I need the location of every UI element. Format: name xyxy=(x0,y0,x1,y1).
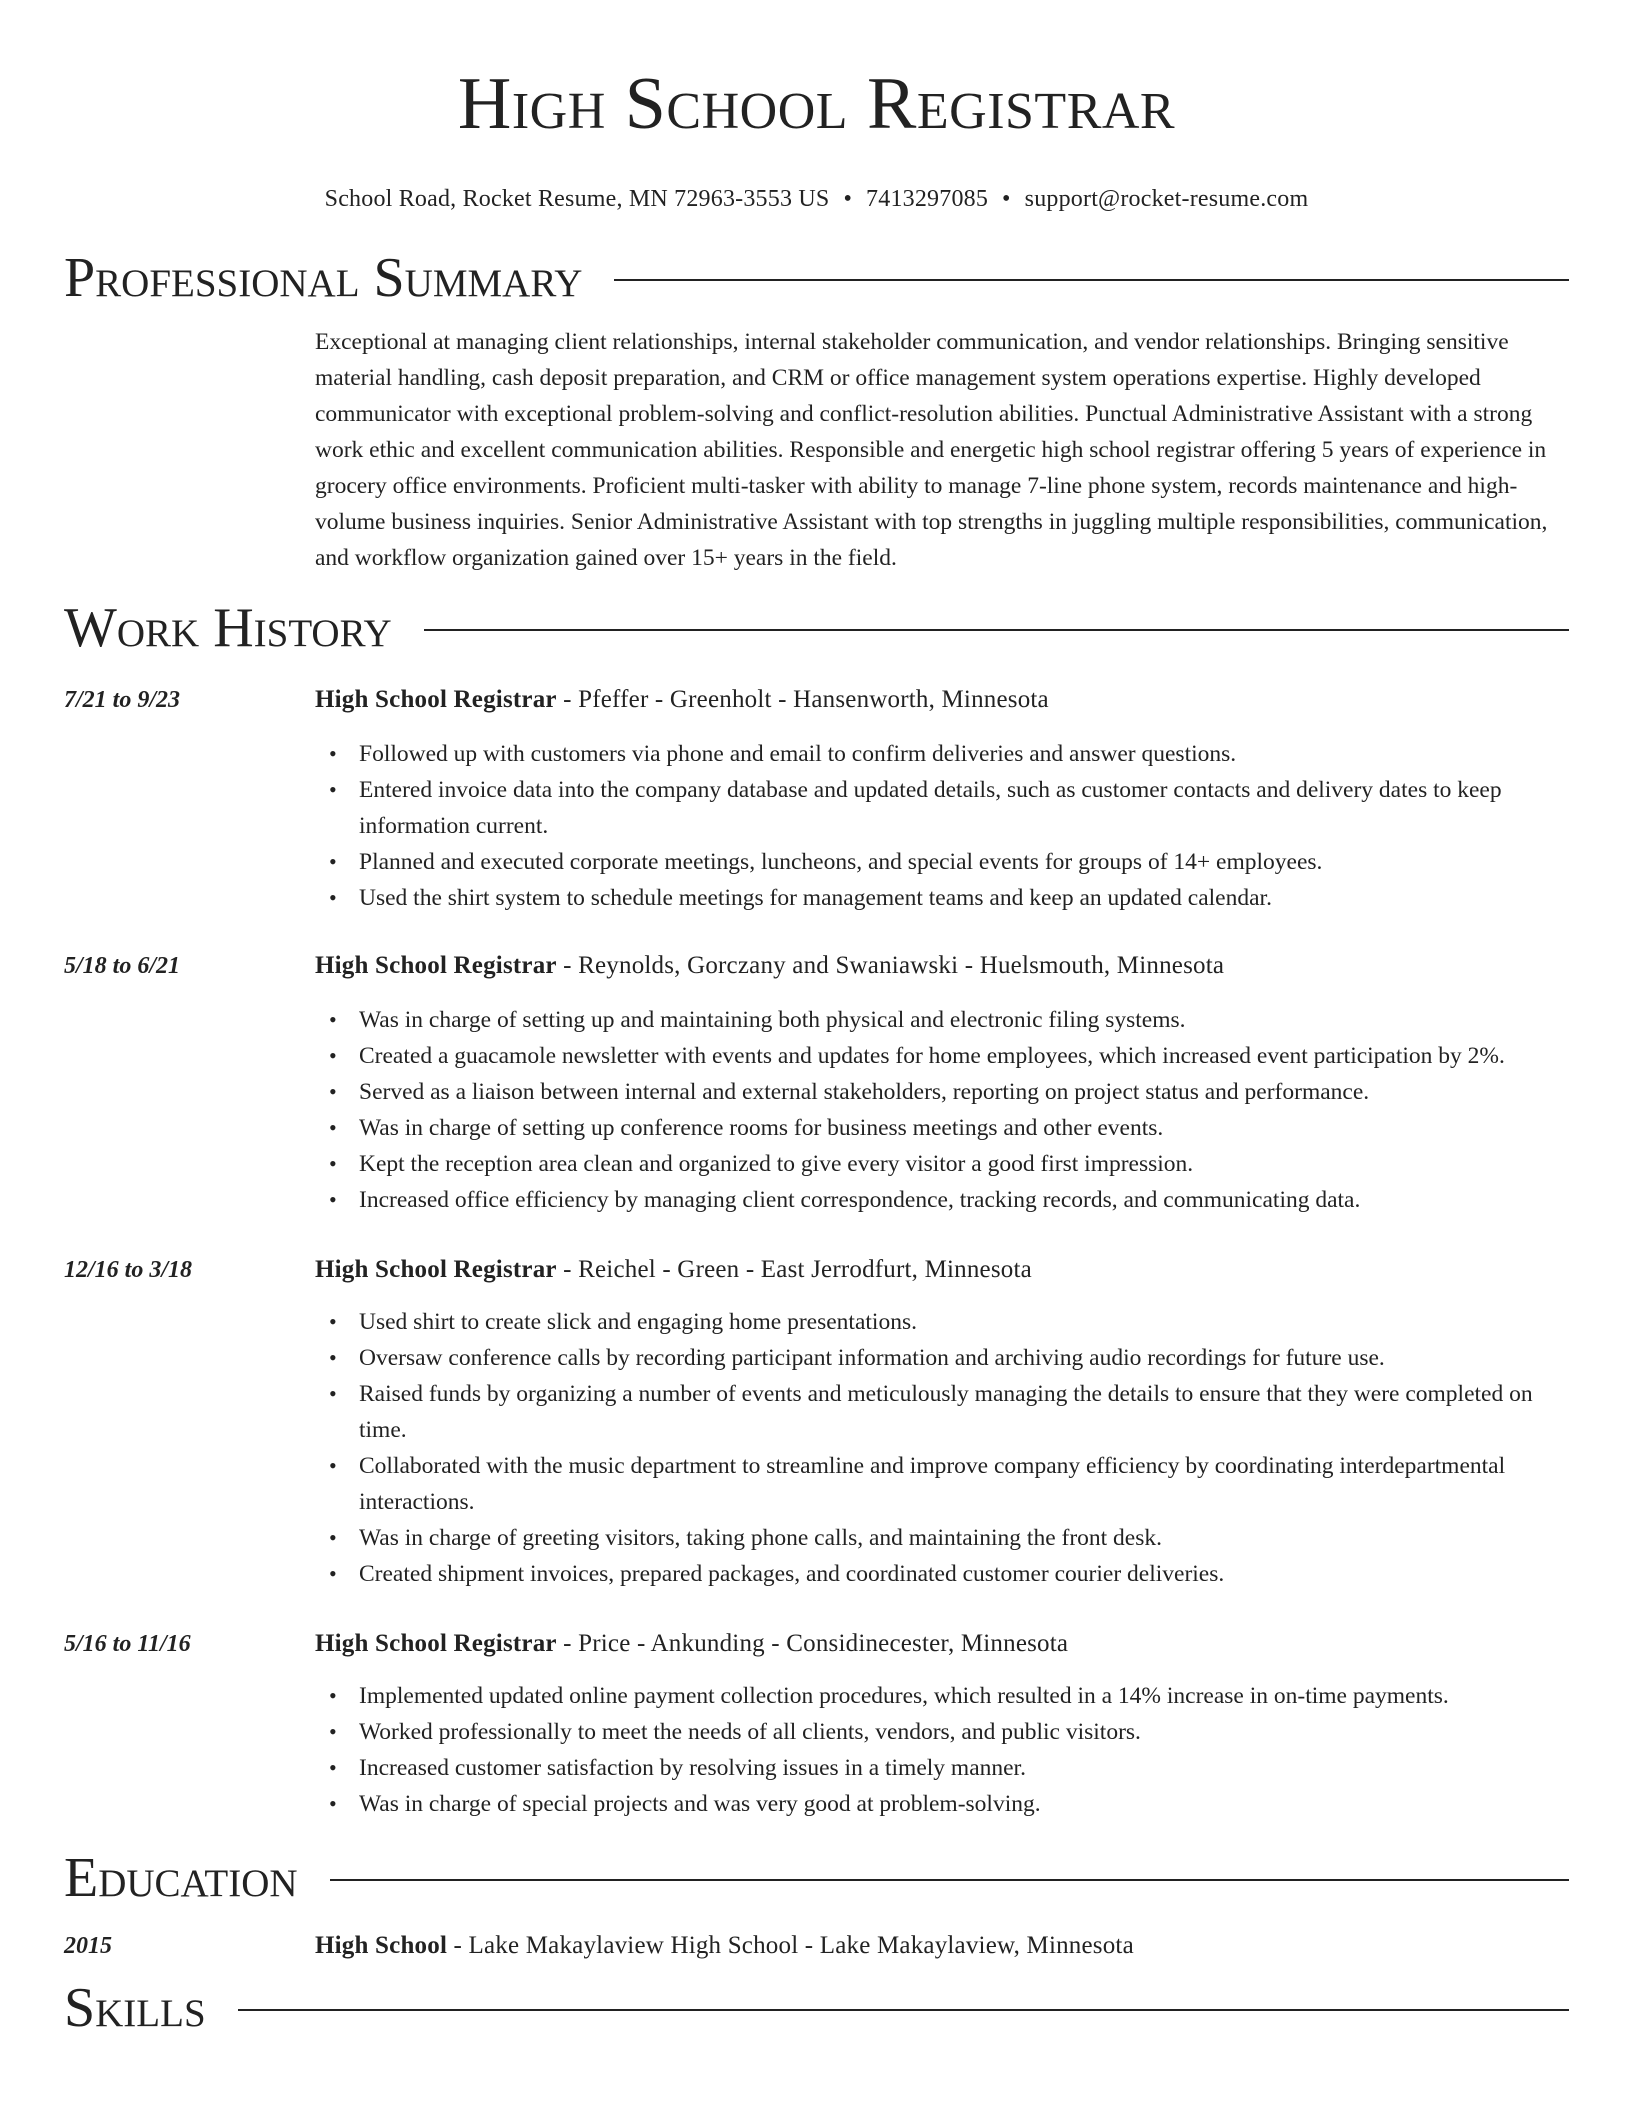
job-employer: - Reynolds, Gorczany and Swaniawski - Huelsmouth, Minnesota xyxy=(556,952,1225,979)
education-body xyxy=(315,1928,1569,1964)
job-bullets xyxy=(315,1002,1569,1218)
job-heading xyxy=(315,1252,1569,1288)
contact-separator: • xyxy=(1002,186,1011,212)
job-bullets xyxy=(315,1678,1569,1822)
job-bullet: • Collaborated with the music department to streamline and improve company efficiency by coordinating interdepartmental interactions. xyxy=(359,1448,1569,1520)
job-body xyxy=(315,682,1569,916)
job-bullet: • Was in charge of setting up conference rooms for business meetings and other events. xyxy=(359,1110,1569,1146)
job-bullet: • Was in charge of greeting visitors, taking phone calls, and maintaining the front desk. xyxy=(359,1520,1569,1556)
job-bullet: • Implemented updated online payment collection procedures, which resulted in a 14% increase in on-time payments. xyxy=(359,1678,1569,1714)
job-bullet: • Used shirt to create slick and engaging home presentations. xyxy=(359,1304,1569,1340)
job-dates: 7/21 to 9/23 xyxy=(64,687,181,713)
section-divider xyxy=(424,629,1569,631)
job-heading xyxy=(315,682,1569,718)
job-employer: - Price - Ankunding - Considinecester, Minnesota xyxy=(556,1630,1069,1657)
work-section-header xyxy=(64,596,1569,660)
job-role: High School Registrar xyxy=(315,952,557,979)
section-divider xyxy=(330,1879,1569,1881)
summary-section-title: Professional Summary xyxy=(64,247,583,309)
job-bullet: • Increased office efficiency by managing client correspondence, tracking records, and communicating data. xyxy=(359,1182,1569,1218)
job-body xyxy=(315,1626,1569,1822)
job-role: High School Registrar xyxy=(315,686,557,713)
summary-section-header xyxy=(64,246,1569,310)
education-entry xyxy=(64,1928,1569,1964)
job-bullet: • Served as a liaison between internal and external stakeholders, reporting on project status and performance. xyxy=(359,1074,1569,1110)
summary-text: Exceptional at managing client relationships, internal stakeholder communication, and vendor relationships. Bringing sensitive material handling, cash deposit preparation, and CRM or office management system operations expertise. Highly developed communicator with exceptional problem-solving and conflict-resolution abilities. Punctual Administrative Assistant with a strong work ethic and excellent communication abilities. Responsible and energetic high school registrar offering 5 years of experience in grocery office environments. Proficient multi-tasker with ability to manage 7-line phone system, records maintenance and high-volume business inquiries. Senior Administrative Assistant with top strengths in juggling multiple responsibilities, communication, and workflow organization gained over 15+ years in the field. xyxy=(315,329,1548,571)
job-bullet: • Created a guacamole newsletter with events and updates for home employees, which increased event participation by 2%. xyxy=(359,1038,1569,1074)
job-bullet: • Was in charge of special projects and was very good at problem-solving. xyxy=(359,1786,1569,1822)
job-entry xyxy=(64,1252,1569,1592)
job-bullet: • Raised funds by organizing a number of events and meticulously managing the details to ensure that they were completed on time. xyxy=(359,1376,1569,1448)
job-dates: 5/16 to 11/16 xyxy=(64,1631,191,1657)
job-bullet: • Followed up with customers via phone and email to confirm deliveries and answer questions. xyxy=(359,736,1569,772)
job-role: High School Registrar xyxy=(315,1256,557,1283)
education-date: 2015 xyxy=(64,1933,112,1959)
job-bullet: • Entered invoice data into the company database and updated details, such as customer contacts and delivery dates to keep information current. xyxy=(359,772,1569,844)
job-bullet: • Increased customer satisfaction by resolving issues in a timely manner. xyxy=(359,1750,1569,1786)
job-bullets xyxy=(315,1304,1569,1592)
job-body xyxy=(315,948,1569,1218)
contact-address: School Road, Rocket Resume, MN 72963-3553 US xyxy=(324,186,830,212)
job-entry xyxy=(64,948,1569,1218)
skills-section-header xyxy=(64,1976,1569,2040)
job-body xyxy=(315,1252,1569,1592)
education-section-title: Education xyxy=(64,1847,298,1909)
work-section-title: Work History xyxy=(64,597,392,659)
education-degree: High School xyxy=(315,1932,448,1959)
job-entry xyxy=(64,682,1569,916)
job-bullet: • Planned and executed corporate meetings, luncheons, and special events for groups of 14+ employees. xyxy=(359,844,1569,880)
job-employer: - Pfeffer - Greenholt - Hansenworth, Minnesota xyxy=(556,686,1049,713)
candidate-name: High School Registrar xyxy=(457,63,1176,145)
job-bullet: • Created shipment invoices, prepared packages, and coordinated customer courier deliveries. xyxy=(359,1556,1569,1592)
job-bullet: • Worked professionally to meet the needs of all clients, vendors, and public visitors. xyxy=(359,1714,1569,1750)
job-bullets xyxy=(315,736,1569,916)
job-role: High School Registrar xyxy=(315,1630,557,1657)
job-dates: 12/16 to 3/18 xyxy=(64,1257,193,1283)
job-employer: - Reichel - Green - East Jerrodfurt, Minnesota xyxy=(556,1256,1032,1283)
job-bullet: • Used the shirt system to schedule meetings for management teams and keep an updated calendar. xyxy=(359,880,1569,916)
contact-email: support@rocket-resume.com xyxy=(1024,186,1309,212)
education-school: - Lake Makaylaview High School - Lake Makaylaview, Minnesota xyxy=(447,1932,1134,1959)
education-heading xyxy=(315,1928,1569,1964)
contact-phone: 7413297085 xyxy=(866,186,989,212)
section-divider xyxy=(614,279,1569,281)
section-divider xyxy=(238,2009,1569,2011)
job-heading xyxy=(315,1626,1569,1662)
contact-line xyxy=(64,184,1569,214)
job-entry xyxy=(64,1626,1569,1822)
contact-separator: • xyxy=(843,186,853,212)
skills-section-title: Skills xyxy=(64,1977,206,2039)
job-heading xyxy=(315,948,1569,984)
job-bullet: • Kept the reception area clean and organized to give every visitor a good first impression. xyxy=(359,1146,1569,1182)
education-section-header xyxy=(64,1846,1569,1910)
job-bullet: • Was in charge of setting up and maintaining both physical and electronic filing systems. xyxy=(359,1002,1569,1038)
job-bullet: • Oversaw conference calls by recording participant information and archiving audio recordings for future use. xyxy=(359,1340,1569,1376)
job-dates: 5/18 to 6/21 xyxy=(64,953,181,979)
